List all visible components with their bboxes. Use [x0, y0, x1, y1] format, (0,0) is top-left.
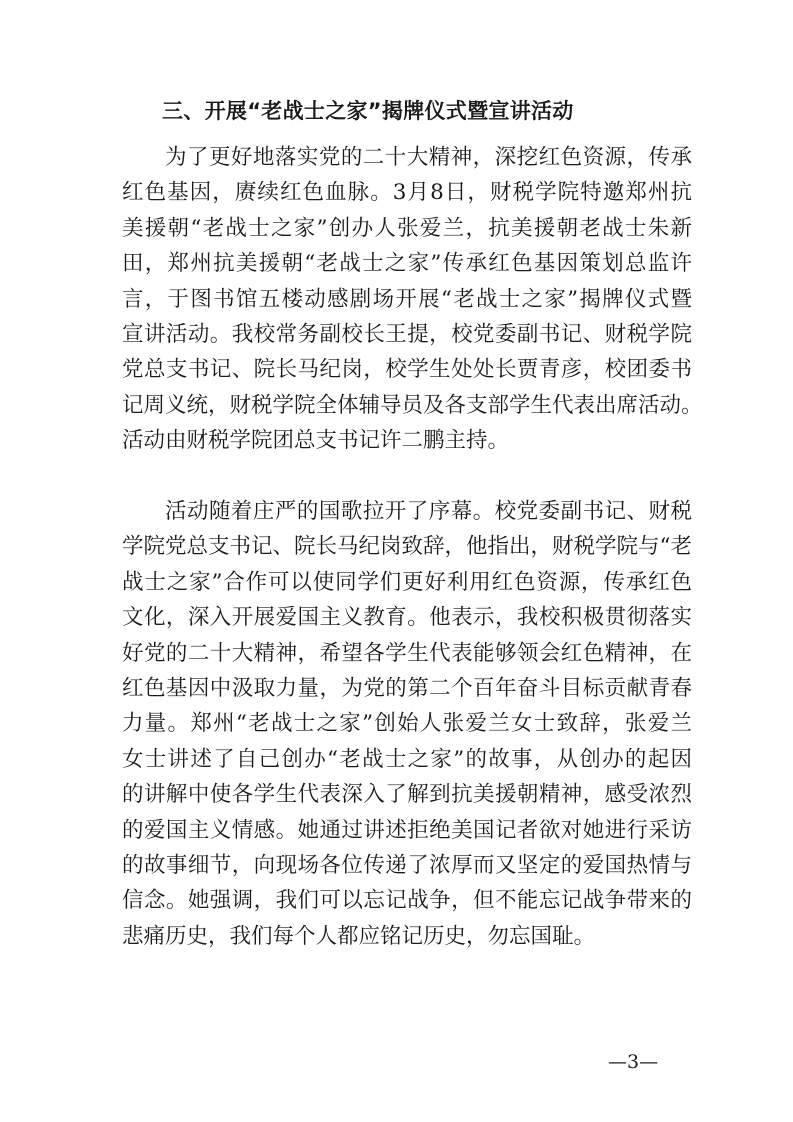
paragraph-line: 文化，深入开展爱国主义教育。他表示，我校积极贯彻落实 [122, 605, 692, 631]
paragraph-line: 的故事细节，向现场各位传递了浓厚而又坚定的爱国热情与 [122, 852, 692, 878]
paragraph-line: 好党的二十大精神，希望各学生代表能够领会红色精神，在 [122, 640, 692, 666]
paragraph-line: 信念。她强调，我们可以忘记战争，但不能忘记战争带来的 [122, 888, 692, 914]
paragraph-line: 美援朝“老战士之家”创办人张爱兰，抗美援朝老战士朱新 [122, 215, 692, 241]
paragraph-line: 力量。郑州“老战士之家”创始人张爱兰女士致辞，张爱兰 [122, 711, 692, 737]
paragraph-line: 战士之家”合作可以使同学们更好利用红色资源，传承红色 [122, 569, 692, 595]
paragraph-line: 学院党总支书记、院长马纪岗致辞，他指出，财税学院与“老 [122, 534, 692, 560]
paragraph-line: 活动由财税学院团总支书记许二鹏主持。 [122, 428, 510, 454]
paragraph-line: 红色基因中汲取力量，为党的第二个百年奋斗目标贡献青春 [122, 675, 692, 701]
page-number: —3— [608, 1051, 659, 1073]
paragraph-line: 言，于图书馆五楼动感剧场开展“老战士之家”揭牌仪式暨 [122, 286, 692, 312]
paragraph-line: 宣讲活动。我校常务副校长王提，校党委副书记、财税学院 [122, 321, 692, 347]
paragraph-line: 田，郑州抗美援朝“老战士之家”传承红色基因策划总监许 [122, 251, 692, 277]
section-heading: 三、开展“老战士之家”揭牌仪式暨宣讲活动 [162, 99, 574, 123]
paragraph-line: 的讲解中使各学生代表深入了解到抗美援朝精神，感受浓烈 [122, 782, 692, 808]
paragraph-line: 党总支书记、院长马纪岗，校学生处处长贾青彦，校团委书 [122, 357, 692, 383]
paragraph-line: 的爱国主义情感。她通过讲述拒绝美国记者欲对她进行采访 [122, 817, 692, 843]
paragraph-line: 悲痛历史，我们每个人都应铭记历史，勿忘国耻。 [122, 923, 596, 949]
paragraph-line: 红色基因，赓续红色血脉。3月8日，财税学院特邀郑州抗 [122, 180, 692, 206]
paragraph-speeches [122, 494, 692, 954]
paragraph-opening-ceremony [122, 140, 703, 459]
paragraph-line: 为了更好地落实党的二十大精神，深挖红色资源，传承 [165, 145, 692, 170]
paragraph-line: 女士讲述了自己创办“老战士之家”的故事，从创办的起因 [122, 746, 692, 772]
paragraph-line: 活动随着庄严的国歌拉开了序幕。校党委副书记、财税 [165, 499, 692, 524]
paragraph-line: 记周义统，财税学院全体辅导员及各支部学生代表出席活动。 [122, 392, 703, 418]
